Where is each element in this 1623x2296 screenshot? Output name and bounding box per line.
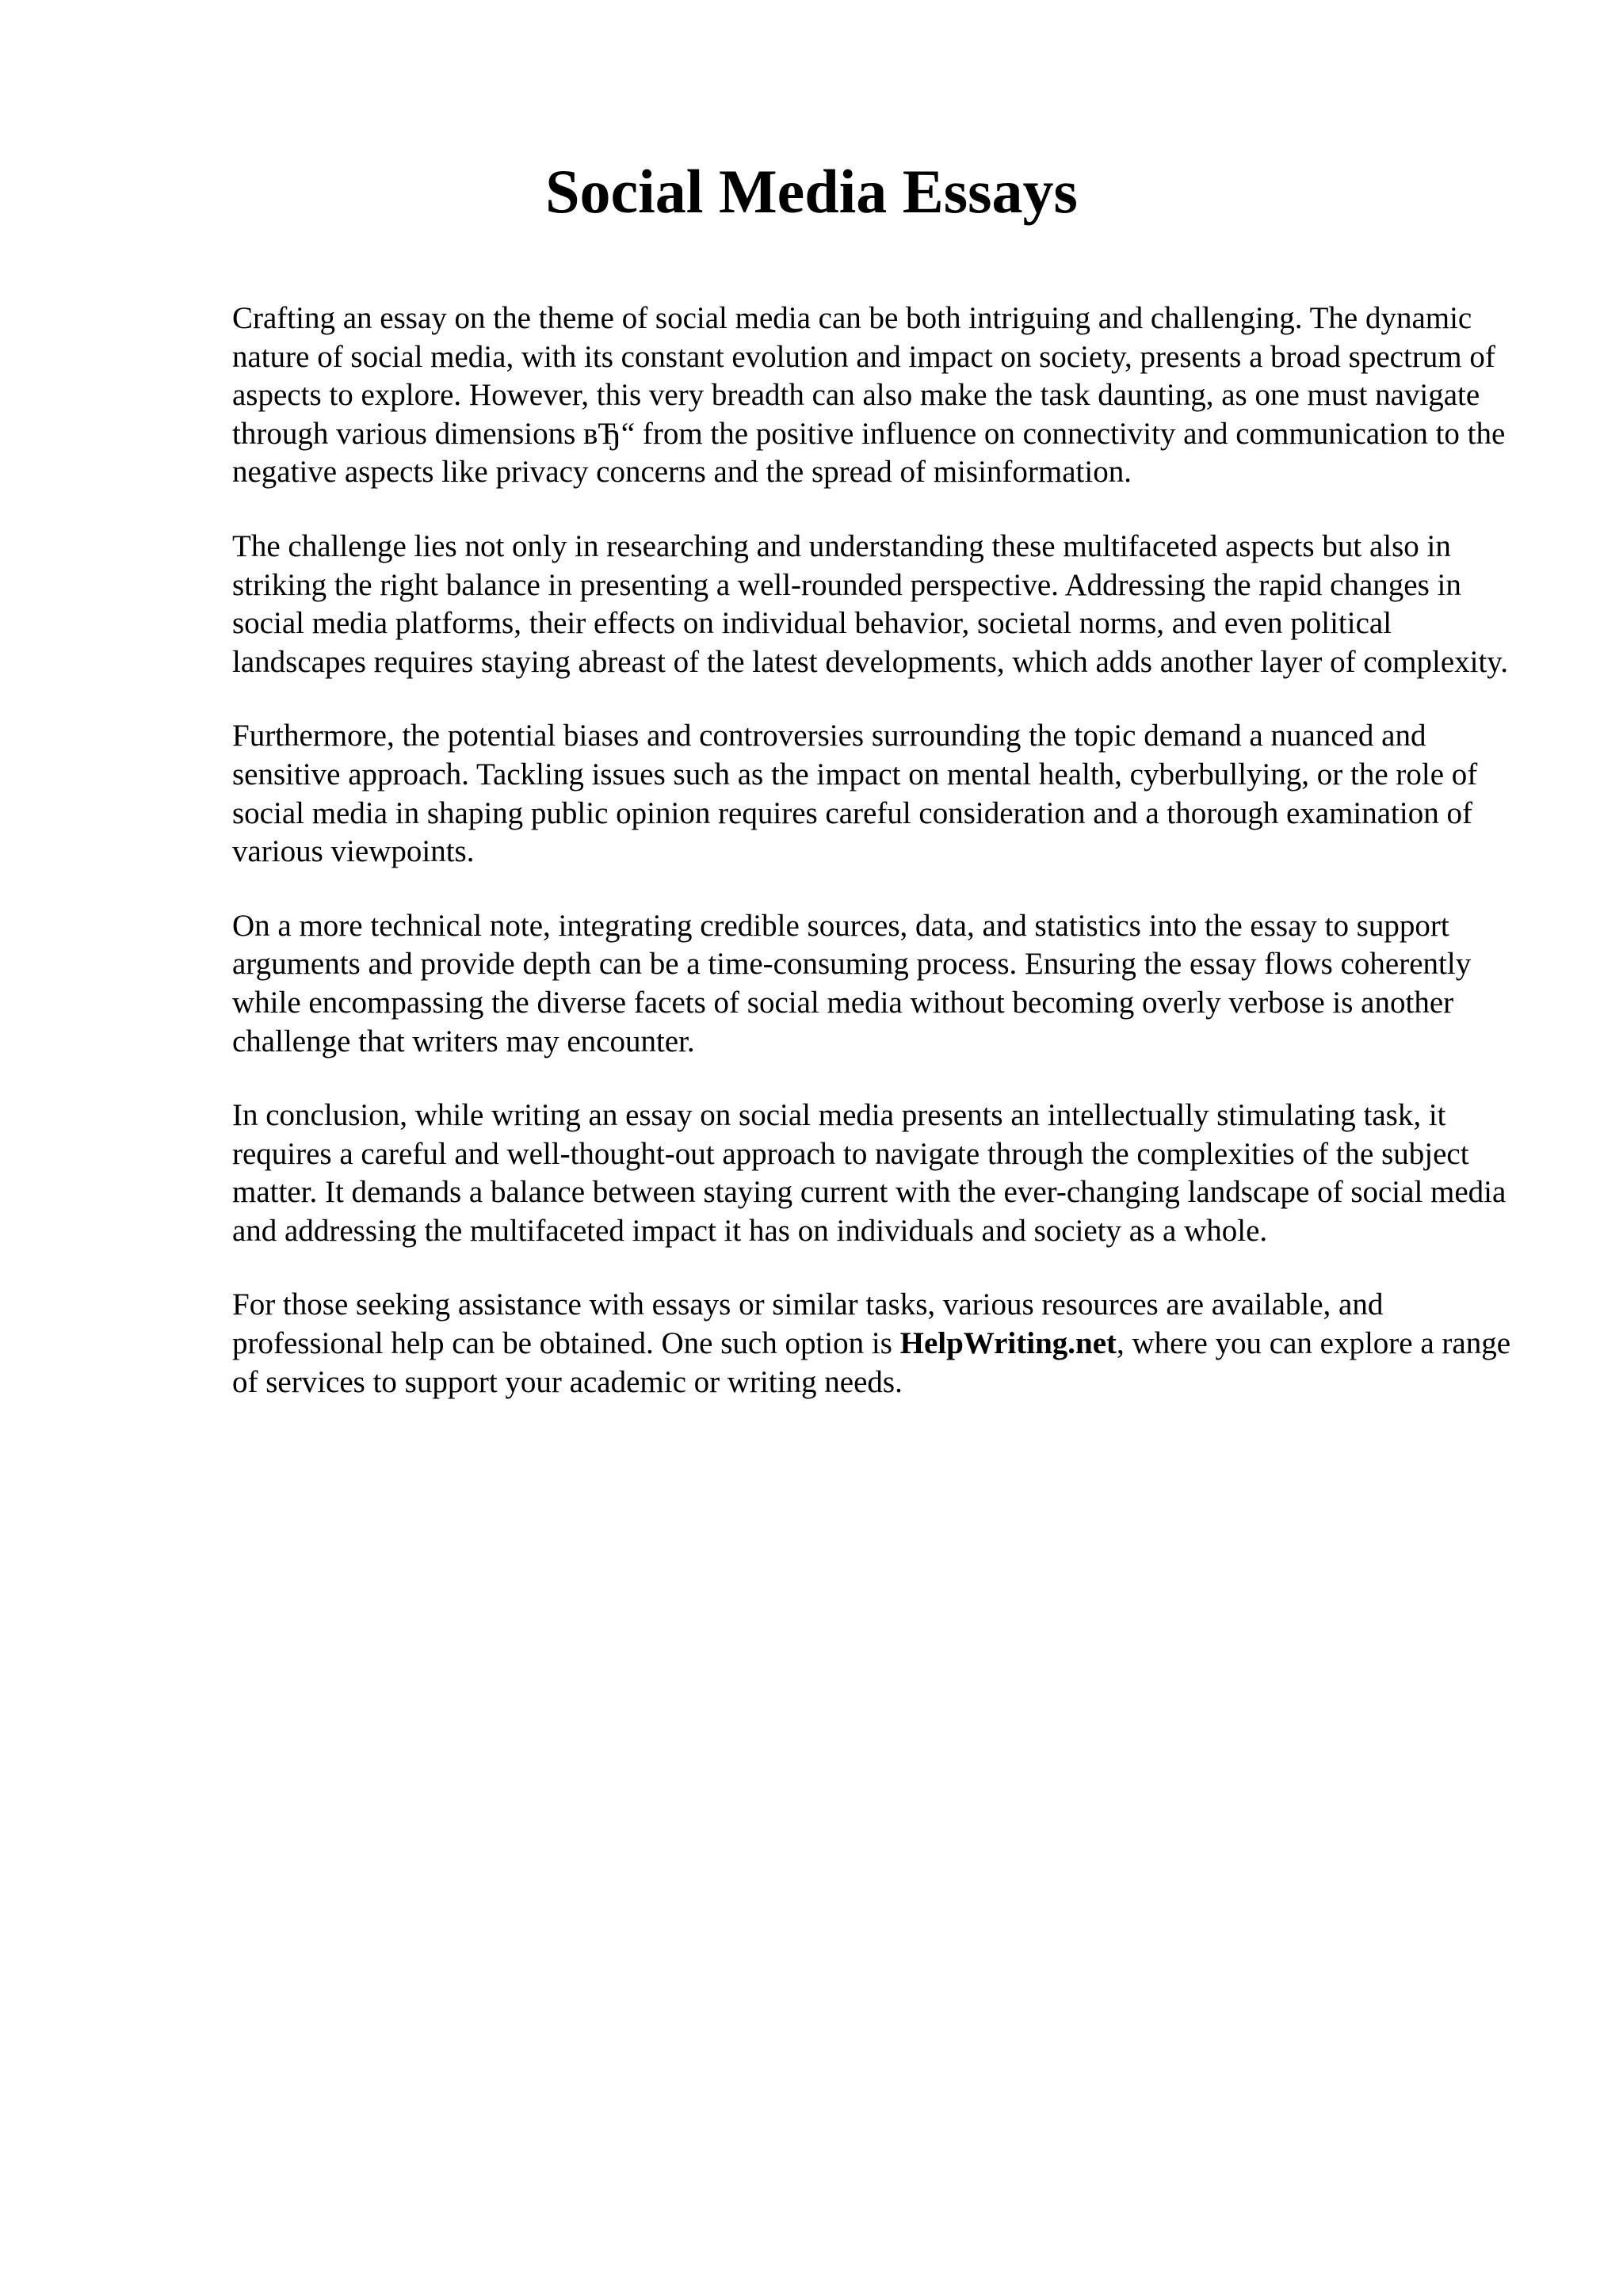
page-title: Social Media Essays xyxy=(545,157,1078,226)
paragraph-6-lead: For those seeking assistance with essays or similar tasks, various resources are available, and professional help can be obtained. One such option is xyxy=(232,1287,1384,1361)
essay-body xyxy=(232,299,1516,1437)
paragraph-3: Furthermore, the potential biases and controversies surrounding the topic demand a nuanced and sensitive approach. Tackling issues such as the impact on mental health, cyberbullying, or the role of social media in shaping public opinion requires careful consideration and a thorough examination of various viewpoints. xyxy=(232,719,1478,869)
helpwriting-link[interactable]: HelpWriting.net xyxy=(899,1326,1117,1361)
paragraph-5: In conclusion, while writing an essay on social media presents an intellectually stimulating task, it requires a careful and well-thought-out approach to navigate through the complexities of the subject matter. It demands a balance between staying current with the ever-changing landscape of social media and addressing the multifaceted impact it has on individuals and society as a whole. xyxy=(232,1098,1507,1248)
paragraph-6 xyxy=(232,1286,1516,1402)
paragraph-1: Crafting an essay on the theme of social media can be both intriguing and challenging. The dynamic nature of social media, with its constant evolution and impact on society, presents a broad spectrum of aspects to explore. However, this very breadth can also make the task daunting, as one must navigate through various dimensions вЂ“ from the positive influence on connectivity and communication to the negative aspects like privacy concerns and the spread of misinformation. xyxy=(232,301,1506,490)
paragraph-4: On a more technical note, integrating credible sources, data, and statistics into the essay to support arguments and provide depth can be a time-consuming process. Ensuring the essay flows coherently while encompassing the diverse facets of social media without becoming overly verbose is another challenge that writers may encounter. xyxy=(232,908,1472,1058)
paragraph-2: The challenge lies not only in researching and understanding these multifaceted aspects but also in striking the right balance in presenting a well-rounded perspective. Addressing the rapid changes in social media platforms, their effects on individual behavior, societal norms, and even political landscapes requires staying abreast of the latest developments, which adds another layer of complexity. xyxy=(232,528,1509,679)
paragraph-6-tail: , where you can explore a range of services to support your academic or writing needs. xyxy=(232,1326,1511,1399)
